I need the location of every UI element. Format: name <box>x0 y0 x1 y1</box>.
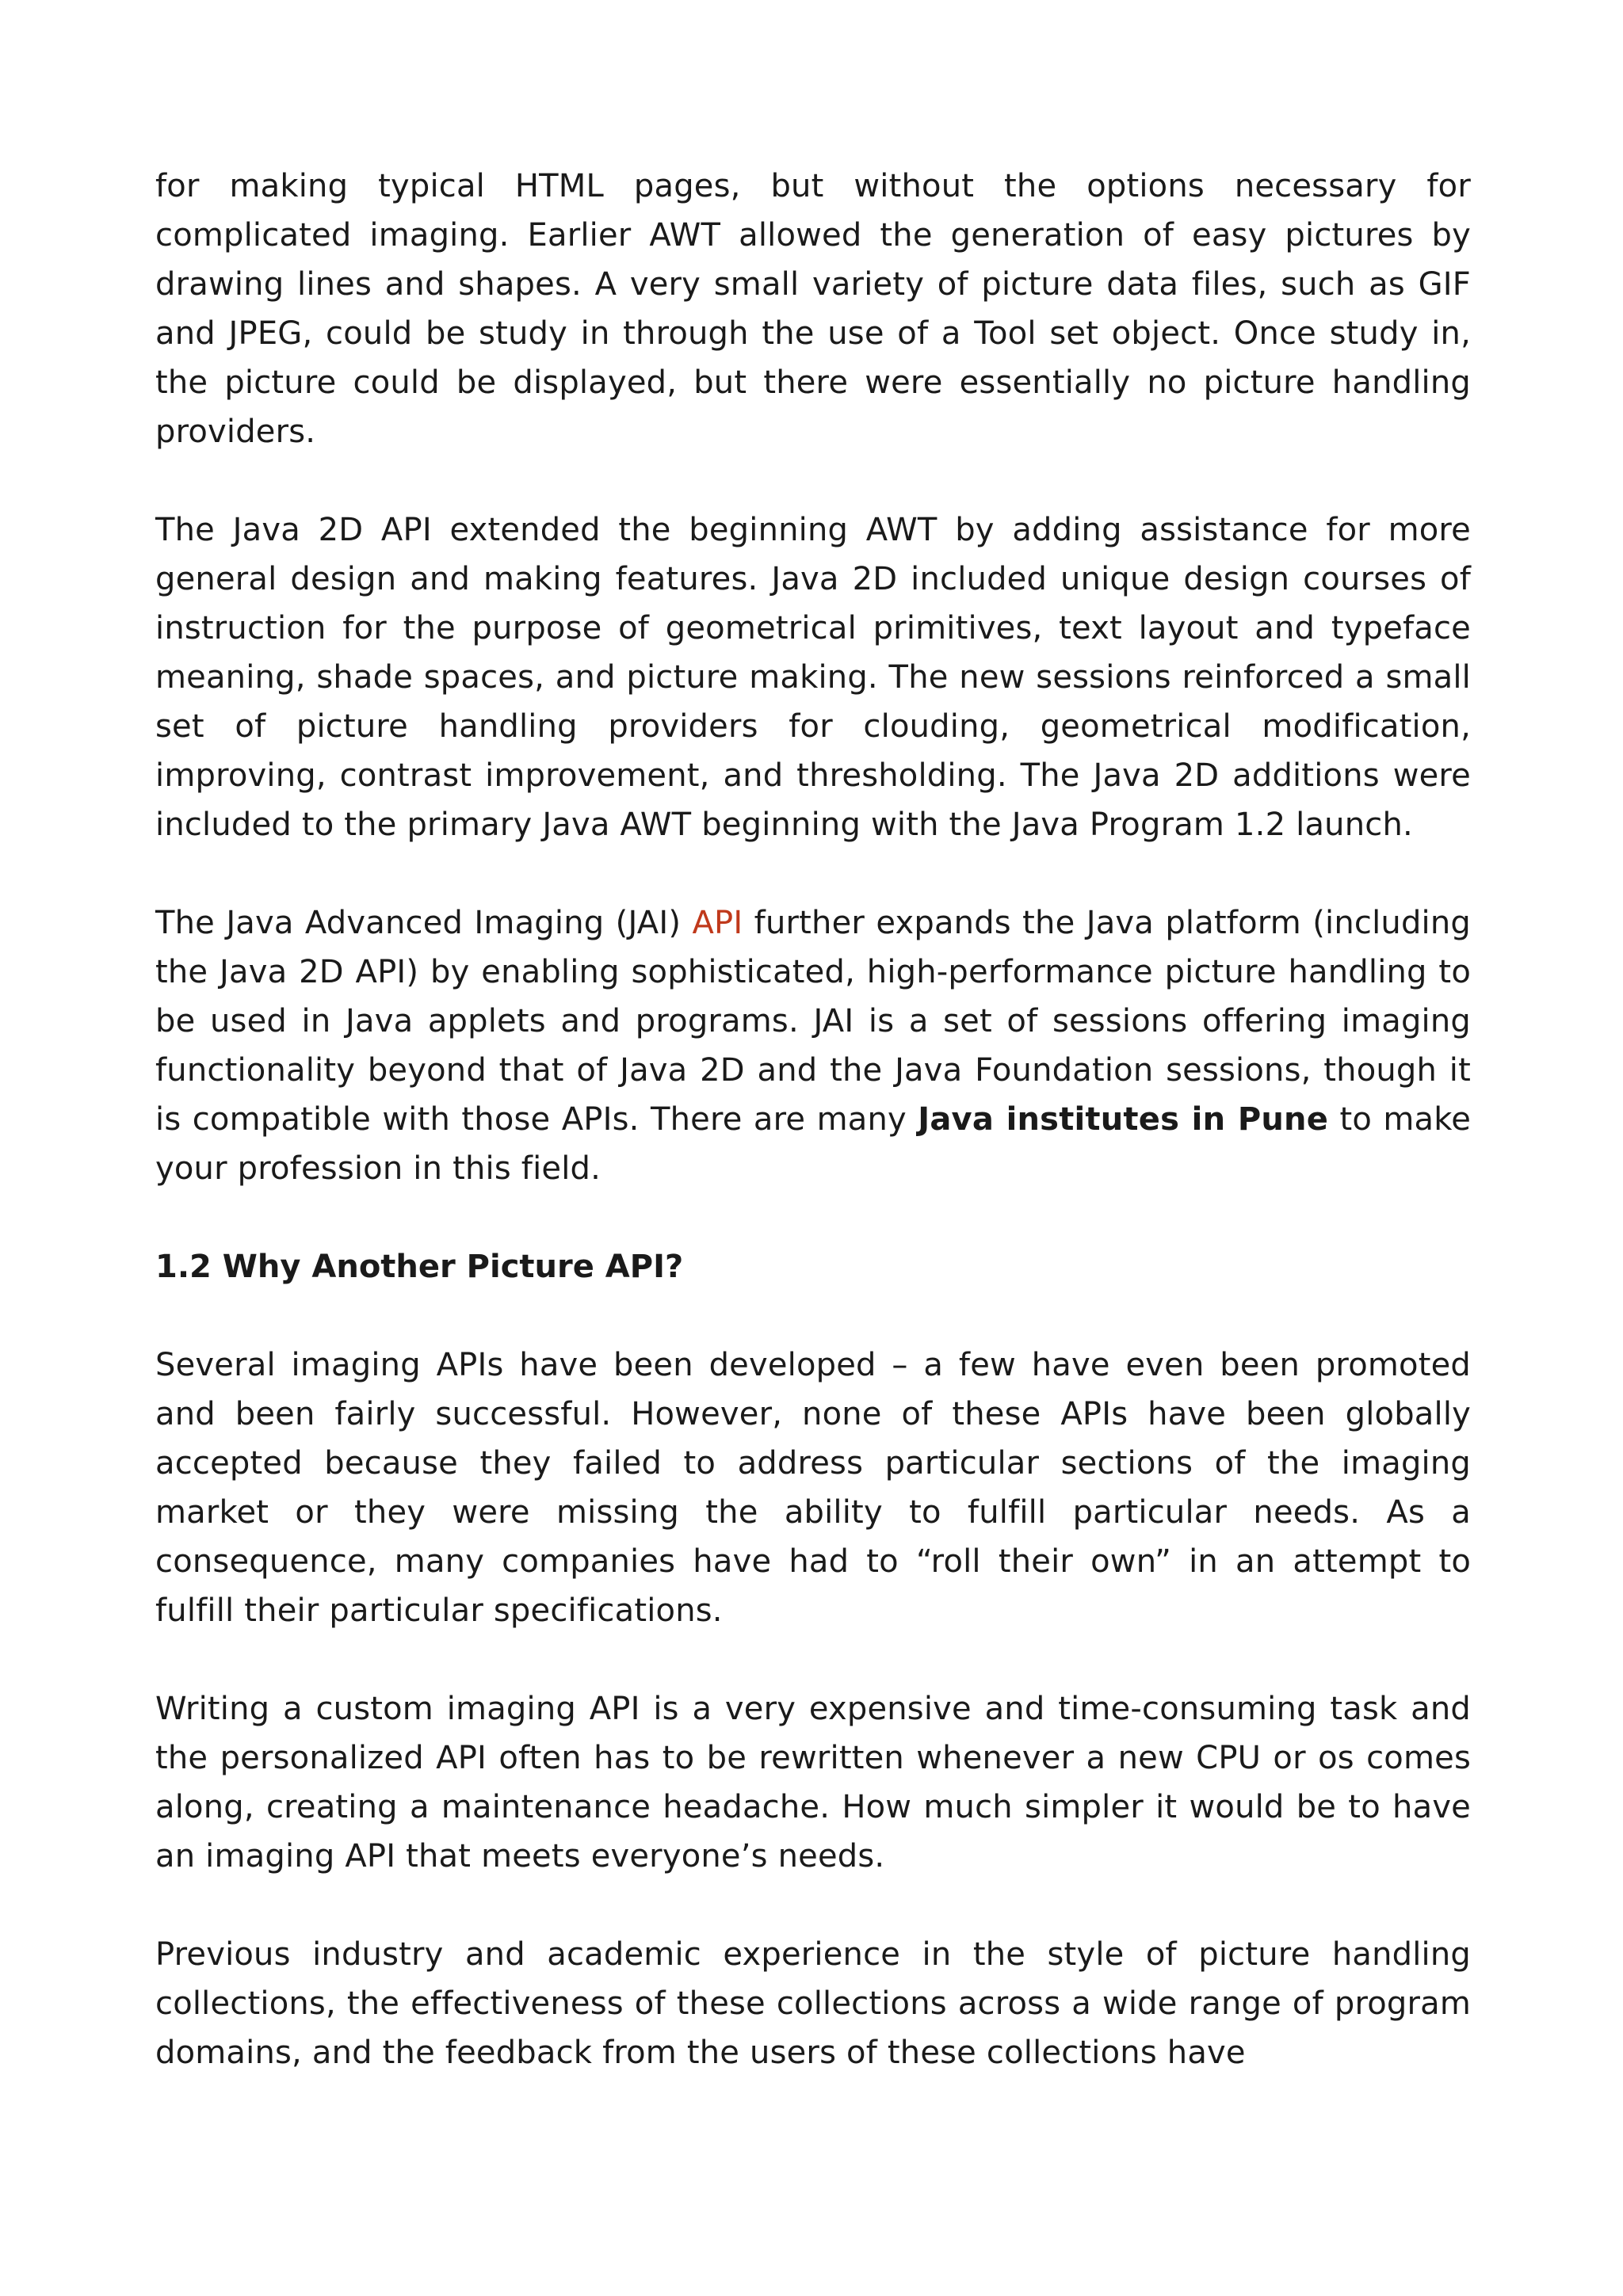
paragraph-several-apis: Several imaging APIs have been developed – a few have even been promoted and been fairly successful. However, none of these APIs have been globally accepted because they failed to address particular sections of the imaging market or they were missing the ability to fulfill particular needs. As a consequence, many companies have had to “roll their own” in an attempt to fulfill their particular specifications. <box>155 1347 1471 1629</box>
jai-text-end: to make your profession in this field. <box>155 1101 1472 1187</box>
jai-text-start: The Java Advanced Imaging (JAI) <box>155 905 693 941</box>
paragraph-custom-api: Writing a custom imaging API is a very expensive and time-consuming task and the personalized API often has to be rewritten whenever a new CPU or os comes along, creating a maintenance headache. How much simpler it would be to have an imaging API that meets everyone’s needs. <box>155 1691 1471 1875</box>
document-page <box>155 162 1471 2126</box>
jai-text-middle: further expands the Java platform (including the Java 2D API) by enabling sophisticated, high-performance picture handling to be used in Java applets and programs. JAI is a set of sessions offering imaging functionality beyond that of Java 2D and the Java Foundation sessions, though it is compatible with those APIs. There are many <box>155 905 1471 1138</box>
paragraph-java2d: The Java 2D API extended the beginning AWT by adding assistance for more general design and making features. Java 2D included unique design courses of instruction for the purpose of geometrical primitives, text layout and typeface meaning, shade spaces, and picture making. The new sessions reinforced a small set of picture handling providers for clouding, geometrical modification, improving, contrast improvement, and thresholding. The Java 2D additions were included to the primary Java AWT beginning with the Java Program 1.2 launch. <box>155 512 1471 843</box>
paragraph-previous-experience: Previous industry and academic experience in the style of picture handling collections, the effectiveness of these collections across a wide range of program domains, and the feedback from the users of these collections have <box>155 1936 1471 2071</box>
paragraph-jai <box>155 898 1471 1193</box>
section-heading: 1.2 Why Another Picture API? <box>155 1249 684 1285</box>
paragraph-intro: for making typical HTML pages, but without the options necessary for complicated imaging. Earlier AWT allowed the generation of easy pictures by drawing lines and shapes. A very small variety of picture data files, such as GIF and JPEG, could be study in through the use of a Tool set object. Once study in, the picture could be displayed, but there were essentially no picture handling providers. <box>155 168 1471 450</box>
java-institutes-bold: Java institutes in Pune <box>918 1101 1329 1138</box>
api-link[interactable]: API <box>692 905 743 941</box>
